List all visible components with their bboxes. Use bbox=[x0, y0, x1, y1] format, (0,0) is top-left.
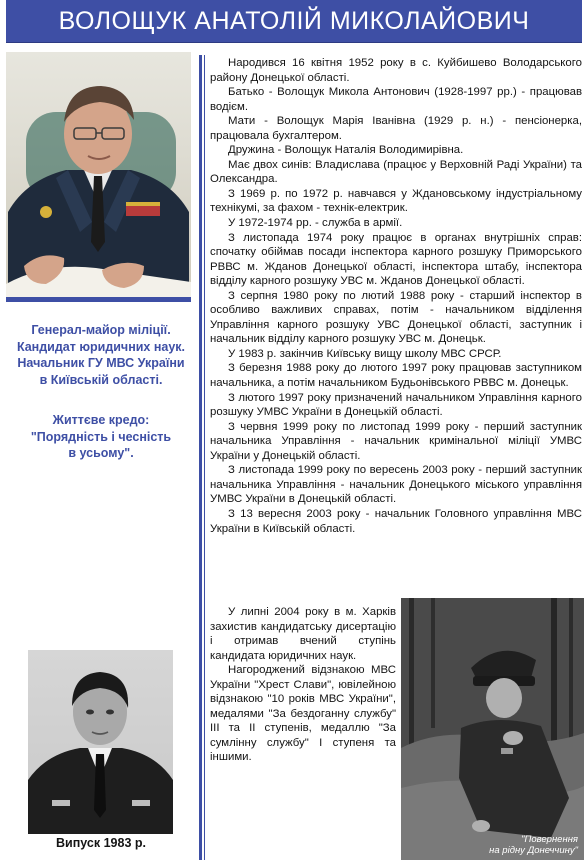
portrait-1983-illustration bbox=[28, 650, 173, 834]
credo-line: Життєве кредо: bbox=[52, 413, 150, 427]
bio-paragraph: Дружина - Волощук Наталія Володимирівна. bbox=[228, 144, 464, 157]
rank-caption bbox=[6, 322, 196, 388]
bio-paragraph: З листопада 1999 року по вересень 2003 року - перший заступник начальника Управління - начальник Донецького міського управління УМВС України в Донецькій області. bbox=[210, 464, 582, 506]
photo-1983-caption: Випуск 1983 р. bbox=[56, 836, 146, 850]
bio-paragraph: З 1969 р. по 1972 р. навчався у Ждановському індустріальному технікумі, за фахом - технік-електрик. bbox=[210, 187, 582, 215]
bio-paragraph: З червня 1999 року по листопад 1999 року - перший заступник начальника Управління - начальник кримінальної міліції УМВС України у Донецькій області. bbox=[210, 420, 582, 462]
biography-text-narrow bbox=[210, 605, 396, 765]
bio-paragraph: У 1983 р. закінчив Київську вищу школу МВС СРСР. bbox=[228, 347, 502, 360]
bio-paragraph: У липні 2004 року в м. Харків захистив кандидатську дисертацію і отримав вчений ступінь кандидата юридичних наук. bbox=[210, 606, 396, 662]
forest-photo bbox=[401, 598, 584, 860]
forest-caption-line: на рідну Донеччину" bbox=[489, 845, 578, 856]
bio-paragraph: З лютого 1997 року призначений начальником Управління карного розшуку УМВС України в Донецькій області. bbox=[210, 391, 582, 419]
portrait-photo bbox=[6, 52, 191, 302]
bio-paragraph: З березня 1988 року до лютого 1997 року працював заступником начальника, а потім начальником Будьонівського РВВС м. Донецьк. bbox=[210, 362, 582, 390]
biography-text bbox=[210, 56, 582, 536]
bio-paragraph: Має двох синів: Владислава (працює у Верховній Раді України) та Олександра. bbox=[210, 158, 582, 186]
photo-base-bar bbox=[6, 297, 191, 302]
caption-line: Кандидат юридичних наук. bbox=[16, 339, 186, 354]
page-title: ВОЛОЩУК АНАТОЛІЙ МИКОЛАЙОВИЧ bbox=[58, 7, 530, 35]
page-header bbox=[6, 0, 582, 43]
bio-paragraph: З серпня 1980 року по лютий 1988 року - старший інспектор в особливо важливих справах, потім - начальником відділення Управління карного розшуку УВС Донецької області, заступник і начальник відділу карного розшуку УВС м. Донецьк. bbox=[210, 289, 582, 346]
bio-paragraph: Народився 16 квітня 1952 року в с. Куйбишево Володарського району Донецької області. bbox=[210, 57, 582, 84]
bio-paragraph: З листопада 1974 року працює в органах внутрішніх справ: спочатку обіймав посади інспектора карного розшуку Приморського РВВС м. Жданов Донецької області, інспектора штабу, інспектора відділу карного розшуку УВС м. Жданов Донецької області. bbox=[210, 231, 582, 288]
caption-line: в Київській області. bbox=[39, 372, 163, 387]
forest-caption-line: "Повернення bbox=[521, 834, 578, 845]
bio-paragraph: З 13 вересня 2003 року - начальник Головного управління МВС України в Київській області. bbox=[210, 507, 582, 535]
credo-line: в усьому". bbox=[68, 446, 134, 460]
life-credo bbox=[6, 412, 196, 462]
column-divider-thin bbox=[204, 55, 205, 860]
forest-photo-caption bbox=[458, 834, 578, 856]
forest-illustration bbox=[401, 598, 584, 860]
portrait-1983-photo bbox=[28, 650, 173, 834]
credo-line: "Порядність і чесність bbox=[30, 429, 172, 444]
bio-paragraph: Нагороджений відзнакою МВС України "Хрест Слави", ювілейною відзнакою "10 років МВС України", медалями "За бездоганну службу" III та II ступенів, медаллю "За сумлінну службу" I ступеня та іншими. bbox=[210, 664, 396, 764]
portrait-illustration bbox=[6, 52, 191, 302]
caption-line: Генерал-майор міліції. bbox=[31, 323, 171, 337]
caption-line: Начальник ГУ МВС України bbox=[17, 356, 185, 370]
bio-paragraph: У 1972-1974 рр. - служба в армії. bbox=[228, 217, 403, 230]
bio-paragraph: Батько - Волощук Микола Антонович (1928-1997 рр.) - працював водієм. bbox=[210, 86, 582, 113]
column-divider bbox=[199, 55, 202, 860]
bio-paragraph: Мати - Волощук Марія Іванівна (1929 р. н.) - пенсіонерка, працювала бухгалтером. bbox=[210, 115, 582, 142]
